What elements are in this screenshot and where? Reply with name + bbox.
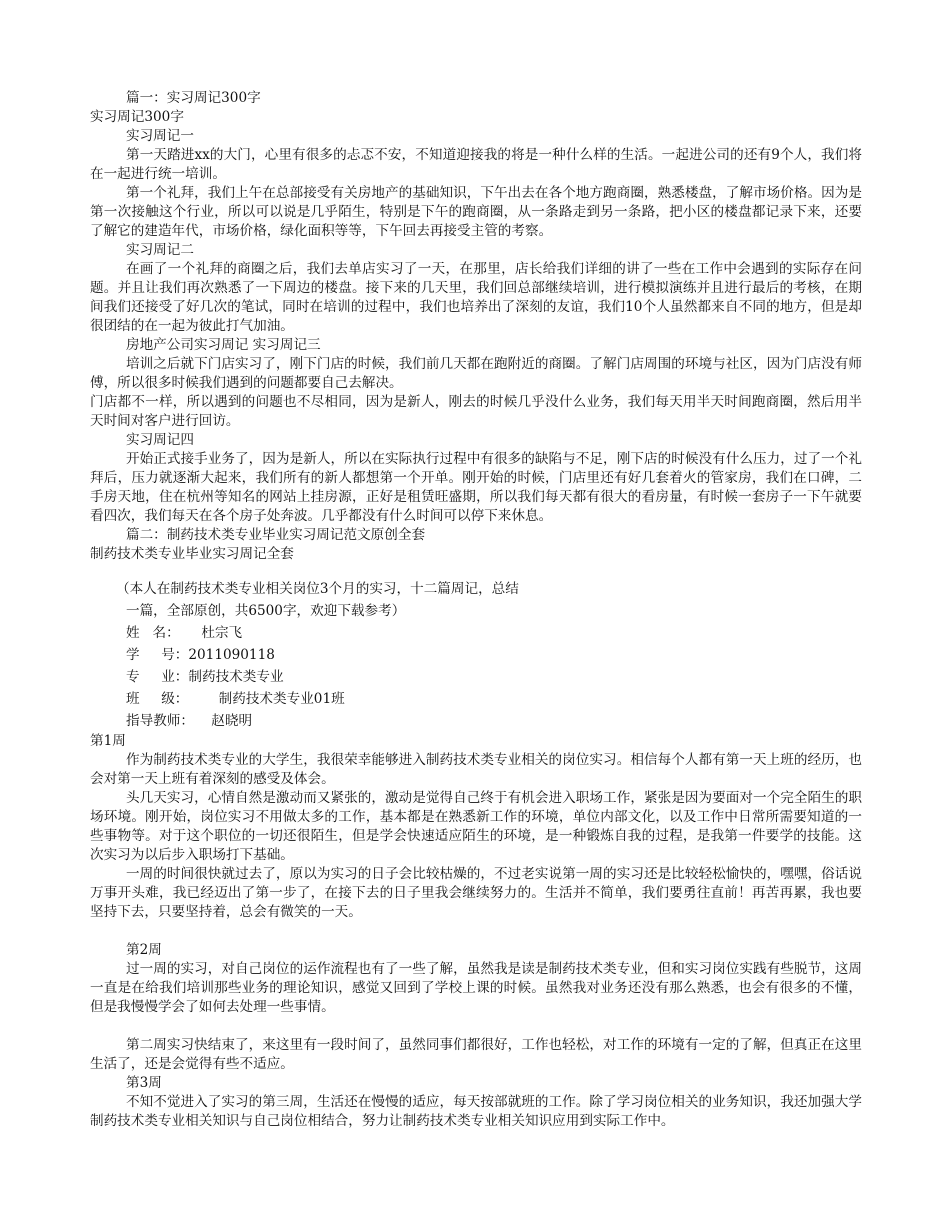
week3-paragraph-2: 门店都不一样，所以遇到的问题也不尽相同，因为是新人，刚去的时候几乎没什么业务，我们每天用半天时间跑商圈，然后用半天时间对客户进行回访。 bbox=[90, 394, 862, 429]
info-name: 姓 名： 杜宗飞 bbox=[126, 625, 243, 641]
w1-paragraph-3: 一周的时间很快就过去了，原以为实习的日子会比较枯燥的，不过老实说第一周的实习还是比较轻松愉快的，嘿嘿，俗话说万事开头难，我已经迈出了第一步了，在接下去的日子里我会继续努力的。生活并不简单，我们要勇往直前！再苦再累，我也要坚持下去，只要坚持着，总会有微笑的一天。 bbox=[90, 866, 862, 920]
week2-heading: 实习周记二 bbox=[126, 242, 194, 258]
week2-paragraph-1: 在画了一个礼拜的商圈之后，我们去单店实习了一天，在那里，店长给我们详细的讲了一些在工作中会遇到的实际存在问题。并且让我们再次熟悉了一下周边的楼盘。接下来的几天里，我们回总部继续培训，进行模拟演练并且进行最后的考核，在期间我们还接受了好几次的笔试，同时在培训的过程中，我们也培养出了深刻的友谊，我们10个人虽然都来自不同的地方，但是却很团结的在一起为彼此打气加油。 bbox=[90, 261, 862, 334]
section1-heading: 篇一：实习周记300字 bbox=[126, 90, 261, 106]
w2-paragraph-1: 过一周的实习，对自己岗位的运作流程也有了一些了解，虽然我是读是制药技术类专业，但和实习岗位实践有些脱节，这周一直是在给我们培训那些业务的理论知识，感觉又回到了学校上课的时候。虽然我对业务还没有那么熟悉，也会有很多的不懂，但是我慢慢学会了如何去处理一些事情。 bbox=[90, 961, 862, 1015]
student-info bbox=[90, 622, 862, 732]
w3-paragraph-1: 不知不觉进入了实习的第三周，生活还在慢慢的适应，每天按部就班的工作。除了学习岗位相关的业务知识，我还加强大学制药技术类专业相关知识与自己岗位相结合，努力让制药技术类专业相关知识应用到实际工作中。 bbox=[90, 1094, 862, 1129]
info-teacher: 指导教师： 赵晓明 bbox=[126, 713, 253, 729]
week1-heading: 实习周记一 bbox=[126, 128, 194, 144]
document-page bbox=[90, 89, 862, 1131]
week1-paragraph-2: 第一个礼拜，我们上午在总部接受有关房地产的基础知识，下午出去在各个地方跑商圈，熟悉楼盘，了解市场价格。因为是第一次接触这个行业，所以可以说是几乎陌生，特别是下午的跑商圈，从一条路走到另一条路，把小区的楼盘都记录下来，还要了解它的建造年代，市场价格，绿化面积等等，下午回去再接受主管的考察。 bbox=[90, 185, 862, 239]
w1-label: 第1周 bbox=[90, 733, 126, 749]
w1-paragraph-1: 作为制药技术类专业的大学生，我很荣幸能够进入制药技术类专业相关的岗位实习。相信每个人都有第一天上班的经历，也会对第一天上班有着深刻的感受及体会。 bbox=[90, 752, 862, 787]
week1-paragraph-1: 第一天踏进xx的大门，心里有很多的忐忑不安，不知道迎接我的将是一种什么样的生活。一起进公司的还有9个人，我们将在一起进行统一培训。 bbox=[90, 147, 862, 182]
w2-paragraph-2: 第二周实习快结束了，来这里有一段时间了，虽然同事们都很好，工作也轻松，对工作的环境有一定的了解，但真正在这里生活了，还是会觉得有些不适应。 bbox=[90, 1037, 862, 1072]
w3-label: 第3周 bbox=[126, 1075, 162, 1091]
week3-heading: 房地产公司实习周记 实习周记三 bbox=[126, 337, 321, 353]
week3-paragraph-1: 培训之后就下门店实习了，刚下门店的时候，我们前几天都在跑附近的商圈。了解门店周围的环境与社区，因为门店没有师傅，所以很多时候我们遇到的问题都要自己去解决。 bbox=[90, 356, 862, 391]
section2-heading: 篇二：制药技术类专业毕业实习周记范文原创全套 bbox=[126, 527, 426, 543]
spacer bbox=[90, 922, 862, 941]
spacer bbox=[90, 1017, 862, 1036]
week4-heading: 实习周记四 bbox=[126, 432, 194, 448]
spacer bbox=[90, 564, 862, 578]
section2-title: 制药技术类专业毕业实习周记全套 bbox=[90, 546, 294, 562]
week4-paragraph-1: 开始正式接手业务了，因为是新人，所以在实际执行过程中有很多的缺陷与不足，刚下店的时候没有什么压力，过了一个礼拜后，压力就逐渐大起来，我们所有的新人都想第一个开单。刚开始的时候，门店里还有好几套着火的管家房，我们在口碑，二手房天地，住在杭州等知名的网站上挂房源，正好是租赁旺盛期，所以我们每天都有很大的看房量，有时候一套房子一下午就要看四次，我们每天在各个房子处奔波。几乎都没有什么时间可以停下来休息。 bbox=[90, 451, 862, 524]
w1-paragraph-2: 头几天实习，心情自然是激动而又紧张的，激动是觉得自己终于有机会进入职场工作，紧张是因为要面对一个完全陌生的职场环境。刚开始，岗位实习不用做太多的工作，基本都是在熟悉新工作的环境，单位内部文化，以及工作中日常所需要知道的一些事物等。对于这个职位的一切还很陌生，但是学会快速适应陌生的环境，是一种锻炼自我的过程，是我第一件要学的技能。这次实习为以后步入职场打下基础。 bbox=[90, 790, 862, 863]
info-student-id: 学 号：2011090118 bbox=[126, 647, 275, 663]
info-major: 专 业：制药技术类专业 bbox=[126, 669, 284, 685]
intro-line-1: （本人在制药技术类专业相关岗位3个月的实习，十二篇周记，总结 bbox=[116, 581, 519, 597]
intro-line-2: 一篇，全部原创，共6500字，欢迎下载参考） bbox=[126, 603, 406, 619]
section1-title: 实习周记300字 bbox=[90, 109, 184, 125]
w2-label: 第2周 bbox=[126, 942, 162, 958]
info-class: 班 级： 制药技术类专业01班 bbox=[126, 691, 345, 707]
